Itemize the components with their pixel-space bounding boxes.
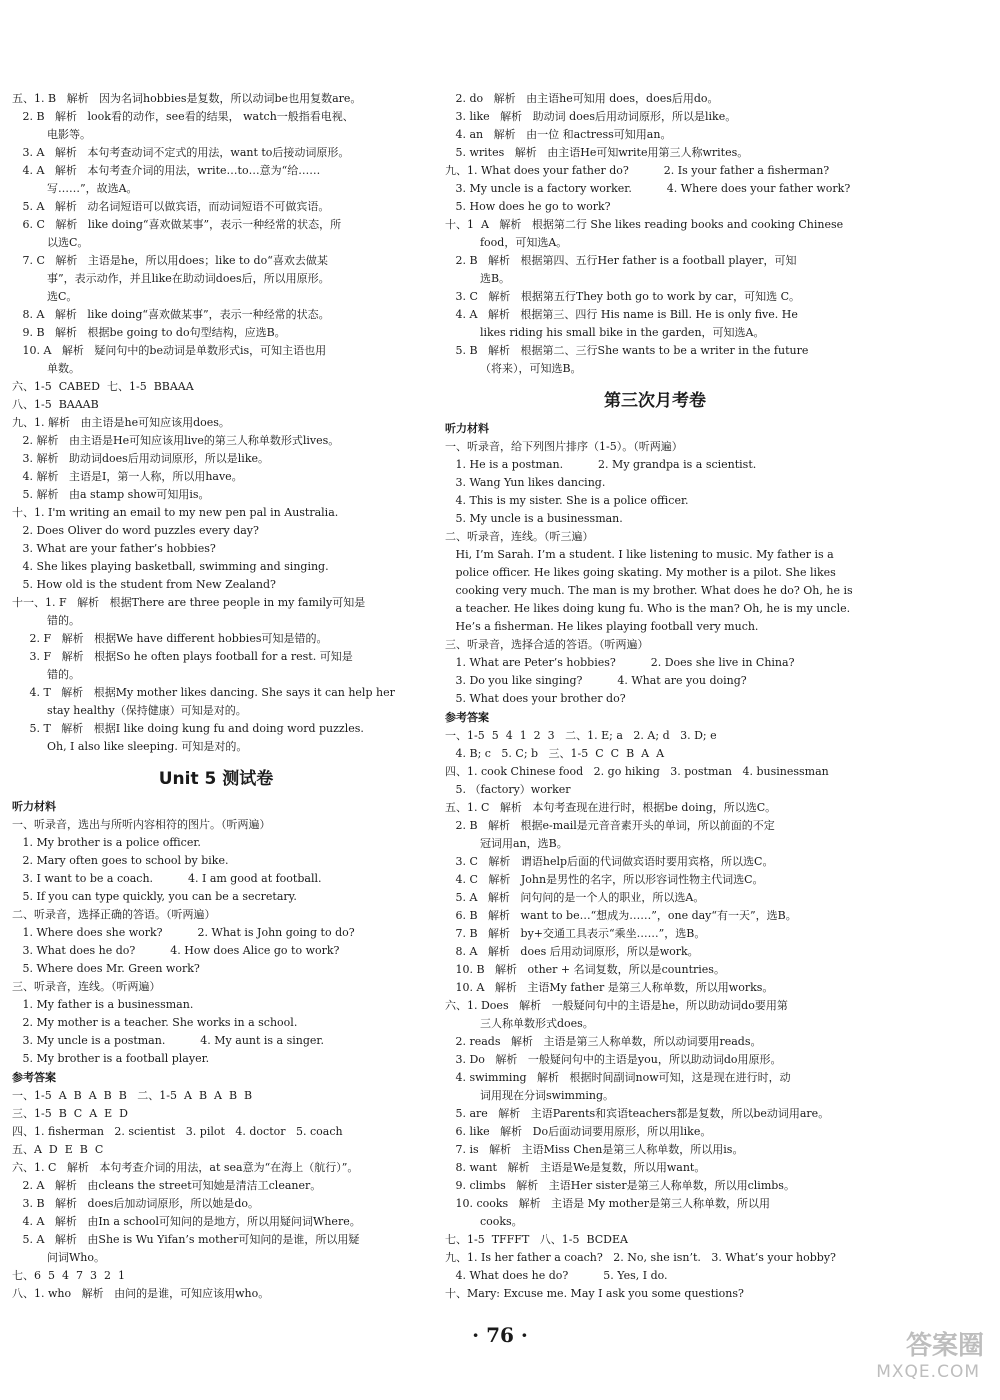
text-line: 六、1. Does 解析 一般疑问句中的主语是he，所以助动词do要用第 [445, 999, 788, 1012]
text-line: 9. B 解析 根据be going to do句型结构，应选B。 [12, 326, 286, 339]
text-line: 错的。 [12, 668, 80, 681]
text-line: 2. B 解析 look看的动作，see看的结果， watch一般指看电视、 [12, 110, 354, 123]
text-line: 2. Does Oliver do word puzzles every day? [12, 524, 259, 537]
text-line: 十、1. I'm writing an email to my new pen pal in Australia. [12, 506, 339, 519]
section-heading: 听力材料 [445, 422, 489, 435]
text-line: 5. My uncle is a businessman. [445, 512, 623, 525]
text-line: 三、1-5 B C A E D [12, 1107, 128, 1120]
text-line: 一、1-5 5 4 1 2 3 二、1. E; a 2. A; d 3. D; e [445, 729, 717, 742]
text-line: 以选C。 [12, 236, 89, 249]
text-line: 1. Where does she work? 2. What is John going to do? [12, 926, 355, 939]
watermark-logo [820, 1330, 990, 1390]
text-line: 3. What does he do? 4. How does Alice go to work? [12, 944, 340, 957]
text-line: a teacher. He likes doing kung fu. Who is the man? Oh, he is my uncle. [445, 602, 851, 615]
text-line: 二、听录音，选择正确的答语。（听两遍） [12, 908, 216, 921]
text-line: 5. What does your brother do? [445, 692, 626, 705]
text-line: 2. reads 解析 主语是第三人称单数，所以动词要用reads。 [445, 1035, 762, 1048]
text-line: 3. A 解析 本句考查动词不定式的用法，want to后接动词原形。 [12, 146, 350, 159]
text-line: 冠词用an，选B。 [445, 837, 568, 850]
text-line: 3. Do 解析 一般疑问句中的主语是you，所以助动词do用原形。 [445, 1053, 782, 1066]
text-line: 三、听录音，选择合适的答语。（听两遍） [445, 638, 649, 651]
text-line: cooks。 [445, 1215, 523, 1228]
text-line: 2. B 解析 根据e-mail是元音音素开头的单词，所以前面的不定 [445, 819, 775, 832]
text-line: 3. 解析 助动词does后用动词原形，所以是like。 [12, 452, 270, 465]
text-line: 6. B 解析 want to be…“想成为……”，one day“有一天”，选B。 [445, 909, 797, 922]
text-line: 七、1-5 TFFFT 八、1-5 BCDEA [445, 1233, 628, 1246]
text-line: 问词Who。 [12, 1251, 105, 1264]
text-line: 1. He is a postman. 2. My grandpa is a scientist. [445, 458, 757, 471]
right-column [445, 90, 865, 1303]
text-line: 8. A 解析 does 后用动词原形，所以是work。 [445, 945, 699, 958]
text-line: Oh, I also like sleeping. 可知是对的。 [12, 740, 248, 753]
watermark-top: 答案圈 [905, 1331, 984, 1361]
text-line: 5. Where does Mr. Green work? [12, 962, 200, 975]
text-line: 8. want 解析 主语是We是复数，所以用want。 [445, 1161, 706, 1174]
section-heading: 参考答案 [12, 1071, 56, 1084]
text-line: 1. What are Peter’s hobbies? 2. Does she live in China? [445, 656, 795, 669]
text-line: 6. C 解析 like doing“喜欢做某事”，表示一种经常的状态，所 [12, 218, 342, 231]
text-line: 3. Do you like singing? 4. What are you doing? [445, 674, 747, 687]
text-line: 5. How does he go to work? [445, 200, 611, 213]
text-line: 九、1. What does your father do? 2. Is your father a fisherman? [445, 164, 830, 177]
text-line: 十、1 A 解析 根据第二行 She likes reading books and cooking Chinese [445, 218, 844, 231]
text-line: food，可知选A。 [445, 236, 568, 249]
text-line: 4. T 解析 根据My mother likes dancing. She says it can help her [12, 686, 395, 699]
text-line: 单数。 [12, 362, 80, 375]
text-line: 九、1. Is her father a coach? 2. No, she isn’t. 3. What’s your hobby? [445, 1251, 836, 1264]
text-line: 4. This is my sister. She is a police officer. [445, 494, 689, 507]
text-line: 5. My brother is a football player. [12, 1052, 210, 1065]
text-line: 7. is 解析 主语Miss Chen是第三人称单数，所以用is。 [445, 1143, 744, 1156]
text-line: 选B。 [445, 272, 511, 285]
text-line: 5. are 解析 主语Parents和宾语teachers都是复数，所以be动词用are。 [445, 1107, 830, 1120]
text-line: 写……”，故选A。 [12, 182, 138, 195]
text-line: 3. like 解析 助动词 does后用动词原形，所以是like。 [445, 110, 737, 123]
text-line: 词用现在分词swimming。 [445, 1089, 615, 1102]
text-line: Hi, I’m Sarah. I’m a student. I like listening to music. My father is a [445, 548, 834, 561]
text-line: 2. 解析 由主语是He可知应该用live的第三人称单数形式lives。 [12, 434, 340, 447]
text-line: 4. She likes playing basketball, swimming and singing. [12, 560, 329, 573]
text-line: 10. A 解析 主语My father 是第三人称单数，所以用works。 [445, 981, 774, 994]
text-line: 3. B 解析 does后加动词原形，所以她是do。 [12, 1197, 260, 1210]
text-line: 六、1-5 CABED 七、1-5 BBAAA [12, 380, 194, 393]
text-line: 4. A 解析 本句考查介词的用法，write…to…意为“给…… [12, 164, 321, 177]
text-line: 5. A 解析 动名词短语可以做宾语，而动词短语不可做宾语。 [12, 200, 330, 213]
text-line: 6. like 解析 Do后面动词要用原形，所以用like。 [445, 1125, 712, 1138]
page-number: · 76 · [472, 1323, 528, 1347]
text-line: police officer. He likes going skating. My mother is a pilot. She likes [445, 566, 836, 579]
text-line: 二、听录音，连线。（听三遍） [445, 530, 594, 543]
text-line: 9. climbs 解析 主语Her sister是第三人称单数，所以用climbs。 [445, 1179, 795, 1192]
text-line: 5. B 解析 根据第二、三行She wants to be a writer in the future [445, 344, 809, 357]
text-line: 5. A 解析 问句问的是一个人的职业，所以选A。 [445, 891, 705, 904]
text-line: 3. Wang Yun likes dancing. [445, 476, 606, 489]
text-line: 一、听录音，选出与所听内容相符的图片。（听两遍） [12, 818, 271, 831]
text-line: 3. My uncle is a postman. 4. My aunt is a singer. [12, 1034, 324, 1047]
text-line: 4. swimming 解析 根据时间副词now可知，这是现在进行时，动 [445, 1071, 791, 1084]
text-line: 五、A D E B C [12, 1143, 104, 1156]
text-line: 一、1-5 A B A B B 二、1-5 A B A B B [12, 1089, 253, 1102]
text-line: 5. A 解析 由She is Wu Yifan’s mother可知问的是谁，所以用疑 [12, 1233, 360, 1246]
text-line: 4. C 解析 John是男性的名字，所以形容词性物主代词选C。 [445, 873, 764, 886]
text-line: 2. Mary often goes to school by bike. [12, 854, 229, 867]
text-line: 3. F 解析 根据So he often plays football for a rest. 可知是 [12, 650, 353, 663]
text-line: likes riding his small bike in the garden，可知选A。 [445, 326, 765, 339]
text-line: 4. 解析 主语是I，第一人称，所以用have。 [12, 470, 243, 483]
text-line: 5. T 解析 根据I like doing kung fu and doing word puzzles. [12, 722, 364, 735]
section-heading: 参考答案 [445, 711, 489, 724]
text-line: 1. My brother is a police officer. [12, 836, 201, 849]
text-line: 错的。 [12, 614, 80, 627]
section-title: Unit 5 测试卷 [158, 769, 274, 789]
text-line: 5. If you can type quickly, you can be a secretary. [12, 890, 297, 903]
text-line: 2. do 解析 由主语he可知用 does，does后用do。 [445, 92, 719, 105]
text-line: 事”，表示动作，并且like在助动词does后，所以用原形。 [12, 272, 330, 285]
text-line: 4. A 解析 由In a school可知问的是地方，所以用疑问词Where。 [12, 1215, 361, 1228]
text-line: 十、Mary: Excuse me. May I ask you some questions? [445, 1287, 744, 1300]
text-line: 3. C 解析 谓语help后面的代词做宾语时要用宾格，所以选C。 [445, 855, 774, 868]
text-line: 5. How old is the student from New Zealand? [12, 578, 276, 591]
text-line: 四、1. fisherman 2. scientist 3. pilot 4. doctor 5. coach [12, 1125, 343, 1138]
text-line: 选C。 [12, 290, 78, 303]
text-line: 7. C 解析 主语是he，所以用does；like to do“喜欢去做某 [12, 254, 328, 267]
section-title: 第三次月考卷 [604, 391, 706, 411]
text-line: 2. My mother is a teacher. She works in a school. [12, 1016, 298, 1029]
text-line: 1. My father is a businessman. [12, 998, 194, 1011]
text-line: 2. A 解析 由cleans the street可知她是清洁工cleaner。 [12, 1179, 322, 1192]
text-line: 六、1. C 解析 本句考查介词的用法，at sea意为“在海上（航行）”。 [12, 1161, 359, 1174]
text-line: 三人称单数形式does。 [445, 1017, 594, 1030]
left-column [12, 90, 420, 1303]
text-line: 10. cooks 解析 主语是 My mother是第三人称单数，所以用 [445, 1197, 770, 1210]
text-line: He’s a fisherman. He likes playing football very much. [445, 620, 759, 633]
text-line: stay healthy（保持健康）可知是对的。 [12, 704, 247, 717]
text-line: 一、听录音，给下列图片排序（1-5）。（听两遍） [445, 440, 683, 453]
text-line: 电影等。 [12, 128, 91, 141]
text-line: 四、1. cook Chinese food 2. go hiking 3. postman 4. businessman [445, 765, 829, 778]
text-line: 3. What are your father’s hobbies? [12, 542, 216, 555]
text-line: 五、1. B 解析 因为名词hobbies是复数，所以动词be也用复数are。 [12, 92, 362, 105]
text-line: 九、1. 解析 由主语是he可知应该用does。 [12, 416, 230, 429]
text-line: 3. My uncle is a factory worker. 4. Where does your father work? [445, 182, 851, 195]
text-line: 5. 解析 由a stamp show可知用is。 [12, 488, 210, 501]
text-line: 7. B 解析 by+交通工具表示“乘坐……”，选B。 [445, 927, 706, 940]
section-heading: 听力材料 [12, 800, 56, 813]
text-line: 8. A 解析 like doing“喜欢做某事”，表示一种经常的状态。 [12, 308, 330, 321]
text-line: 5. （factory）worker [445, 783, 571, 796]
text-line: 3. I want to be a coach. 4. I am good at football. [12, 872, 322, 885]
text-line: 10. B 解析 other + 名词复数，所以是countries。 [445, 963, 725, 976]
text-line: 2. F 解析 根据We have different hobbies可知是错的。 [12, 632, 328, 645]
text-line: 五、1. C 解析 本句考查现在进行时，根据be doing，所以选C。 [445, 801, 777, 814]
text-line: 八、1. who 解析 由问的是谁，可知应该用who。 [12, 1287, 270, 1300]
text-line: （将来），可知选B。 [445, 362, 582, 375]
text-line: 5. writes 解析 由主语He可知write用第三人称writes。 [445, 146, 749, 159]
watermark-bottom: MXQE.COM [876, 1362, 980, 1382]
text-line: 八、1-5 BAAAB [12, 398, 99, 411]
text-line: 十一、1. F 解析 根据There are three people in my family可知是 [12, 596, 366, 609]
text-line: 4. A 解析 根据第三、四行 His name is Bill. He is only five. He [445, 308, 798, 321]
text-line: 4. an 解析 由一位 和actress可知用an。 [445, 128, 672, 141]
text-line: 三、听录音，连线。（听两遍） [12, 980, 161, 993]
text-line: 七、6 5 4 7 3 2 1 [12, 1269, 125, 1282]
text-line: 2. B 解析 根据第四、五行Her father is a football player，可知 [445, 254, 797, 267]
text-line: 10. A 解析 疑问句中的be动词是单数形式is，可知主语也用 [12, 344, 327, 357]
text-line: 4. What does he do? 5. Yes, I do. [445, 1269, 668, 1282]
text-line: 4. B; c 5. C; b 三、1-5 C C B A A [445, 747, 665, 760]
text-line: cooking very much. The man is my brother. What does he do? Oh, he is [445, 584, 853, 597]
text-line: 3. C 解析 根据第五行They both go to work by car，可知选 C。 [445, 290, 800, 303]
